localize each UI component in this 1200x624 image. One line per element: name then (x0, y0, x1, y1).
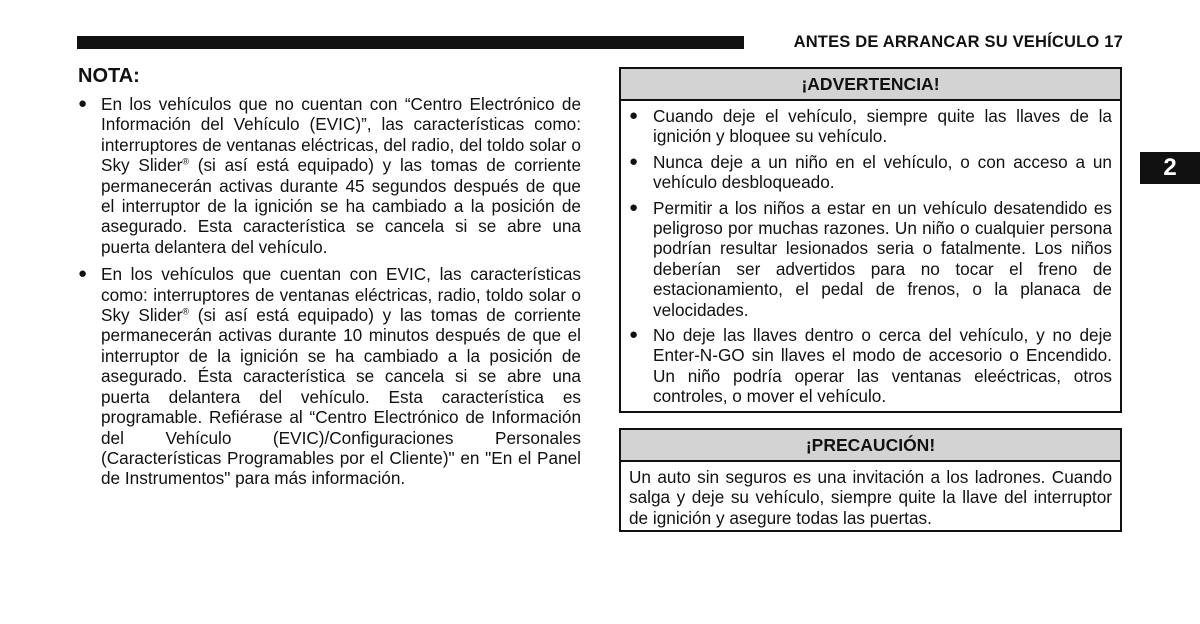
warning-item-text: Nunca deje a un niño en el vehículo, o con acceso a un vehículo desbloqueado. (653, 151, 1112, 193)
registered-mark: ® (182, 156, 189, 167)
note-item (78, 264, 581, 488)
note-item-text: (si así está equipado) y las tomas de corriente permanecerán activas durante 10 minutos después de que el interruptor de la ignición se ha cambiado a la posición de asegurado. Ésta característica se cancela si se abre una puerta delantera del vehículo. Esta característica es programable. Refiérase al “Centro Electrónico de Información del Vehículo (EVIC)/Configuraciones Personales (Características Programables por el Cliente)" en "En el Panel de Instrumentos" para más información. (101, 305, 581, 489)
note-item-text: En los vehículos que cuentan con EVIC, las características como: interruptores de ventanas eléctricas, radio, toldo solar o Sky Slider (101, 264, 581, 326)
warning-item-text: No deje las llaves dentro o cerca del vehículo, y no deje Enter-N-GO sin llaves el modo de accesorio o Encendido. Un niño podría operar las ventanas eleéctricas, otros controles, o mover el vehículo. (653, 325, 1112, 407)
warning-list (629, 106, 1112, 407)
warning-title: ¡ADVERTENCIA! (621, 69, 1120, 101)
bullet-icon: ● (629, 152, 639, 170)
caution-body (621, 462, 1120, 528)
warning-item-text: Permitir a los niños a estar en un vehículo desatendido es peligroso por muchas razones. Un niño o cualquier persona podrían resultar lesionados seria o fatalmente. Los niños deberían ser advertidos para no tocar el freno de estacionamiento, el pedal de frenos, o la planaca de velocidades. (653, 197, 1112, 320)
header-rule (77, 36, 744, 49)
bullet-icon: ● (629, 326, 639, 344)
warning-body (621, 101, 1120, 407)
note-item-text: (si así está equipado) y las tomas de corriente permanecerán activas durante 45 segundos después de que el interruptor de la ignición se ha cambiado a la posición de asegurado. Esta característica se cancela si se abre una puerta delantera del vehículo. (101, 155, 581, 257)
note-item (78, 94, 581, 257)
warning-item (629, 106, 1112, 147)
registered-mark: ® (182, 306, 189, 317)
warning-item (629, 325, 1112, 407)
page-header-title: ANTES DE ARRANCAR SU VEHÍCULO 17 (793, 33, 1123, 51)
note-heading: NOTA: (78, 65, 140, 87)
warning-item (629, 152, 1112, 193)
bullet-icon: ● (629, 107, 639, 124)
note-list (78, 94, 581, 489)
warning-item (629, 198, 1112, 320)
note-item-text: En los vehículos que no cuentan con “Centro Electrónico de Información del Vehículo (EVIC)”, las características como: interruptores de ventanas eléctricas, del radio, del toldo solar o Sky Slider (101, 94, 581, 176)
bullet-icon: ● (629, 198, 639, 216)
caution-box (619, 428, 1122, 532)
chapter-tab: 2 (1140, 152, 1200, 184)
caution-title: ¡PRECAUCIÓN! (621, 430, 1120, 462)
note-section (78, 64, 581, 496)
bullet-icon: ● (78, 95, 88, 112)
bullet-icon: ● (78, 265, 88, 283)
warning-box (619, 67, 1122, 413)
warning-item-text: Cuando deje el vehículo, siempre quite las llaves de la ignición y bloquee su vehículo. (653, 106, 1112, 147)
caution-text: Un auto sin seguros es una invitación a los ladrones. Cuando salga y deje su vehículo, siempre quite la llave del interruptor de ignición y asegure todas las puertas. (629, 467, 1112, 528)
